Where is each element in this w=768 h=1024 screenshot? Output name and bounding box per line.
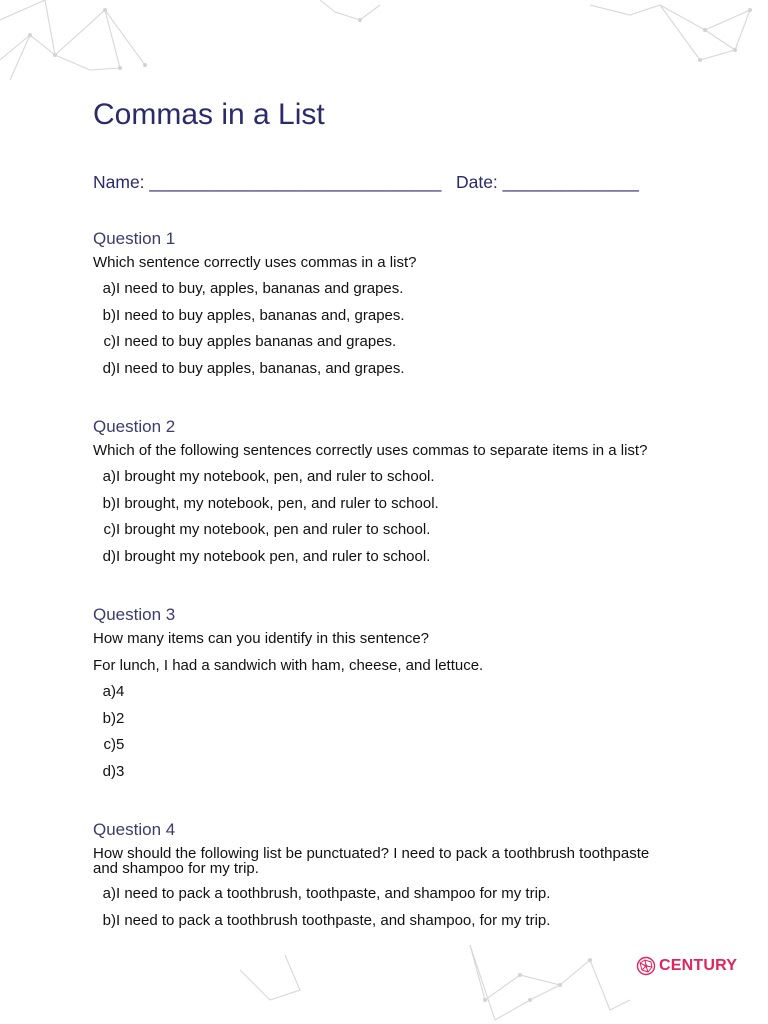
answer-option-d	[93, 764, 693, 780]
decorative-network-top-right	[590, 0, 768, 70]
option-text: I need to buy apples, bananas and, grapes.	[116, 306, 405, 324]
option-text: 4	[116, 683, 125, 700]
option-text: I need to pack a toothbrush toothpaste, and shampoo, for my trip.	[116, 911, 551, 929]
answer-option-a	[93, 684, 693, 700]
option-text: 5	[116, 736, 125, 753]
question-2	[93, 415, 693, 575]
answer-options	[93, 684, 693, 780]
answer-option-a	[93, 469, 693, 485]
answer-option-a	[93, 886, 693, 902]
question-1	[93, 227, 693, 387]
option-text: I need to buy apples, bananas, and grapes.	[116, 359, 405, 377]
option-text: I brought, my notebook, pen, and ruler to school.	[116, 494, 439, 512]
option-letter: d)	[102, 547, 116, 565]
answer-options	[93, 281, 693, 377]
option-text: 2	[116, 709, 125, 727]
question-text: Which sentence correctly uses commas in a list?	[93, 254, 417, 271]
question-text: How should the following list be punctuated? I need to pack a toothbrush toothpaste and shampoo for my trip.	[93, 845, 650, 877]
option-letter: b)	[102, 306, 116, 324]
decorative-network-bottom	[230, 940, 640, 1024]
answer-option-d	[93, 361, 693, 377]
answer-option-b	[93, 711, 693, 727]
option-letter: b)	[102, 709, 116, 727]
option-letter: a)	[102, 885, 116, 902]
question-heading: Question 4	[93, 820, 176, 839]
option-letter: b)	[102, 494, 116, 512]
worksheet-title: Commas in a List	[93, 98, 325, 131]
option-letter: c)	[103, 333, 116, 350]
question-heading: Question 3	[93, 605, 176, 624]
question-3	[93, 603, 693, 790]
logo-wordmark: CENTURY	[659, 957, 738, 974]
answer-option-b	[93, 308, 693, 324]
answer-option-d	[93, 549, 693, 565]
question-text: How many items can you identify in this sentence?	[93, 630, 429, 647]
option-letter: a)	[102, 280, 116, 297]
decorative-network-top-center	[310, 0, 390, 30]
question-4	[93, 818, 693, 939]
option-letter: c)	[103, 736, 116, 753]
decorative-network-top-left	[0, 0, 160, 90]
answer-option-c	[93, 522, 693, 538]
option-text: I need to buy apples bananas and grapes.	[116, 333, 397, 350]
option-text: I need to buy, apples, bananas and grapes.	[116, 280, 404, 297]
question-heading: Question 1	[93, 229, 176, 248]
answer-option-b	[93, 496, 693, 512]
century-logo	[636, 956, 737, 976]
option-letter: c)	[103, 521, 116, 538]
century-brain-logo-icon	[636, 956, 656, 976]
question-example-sentence: For lunch, I had a sandwich with ham, cheese, and lettuce.	[93, 657, 484, 674]
option-text: I brought my notebook pen, and ruler to school.	[116, 547, 431, 565]
option-letter: b)	[102, 911, 116, 929]
answer-option-b	[93, 913, 693, 929]
option-text: I need to pack a toothbrush, toothpaste, and shampoo for my trip.	[116, 885, 551, 902]
question-heading: Question 2	[93, 417, 176, 436]
answer-options	[93, 469, 693, 565]
option-letter: a)	[102, 683, 116, 700]
option-letter: d)	[102, 359, 116, 377]
answer-option-c	[93, 334, 693, 350]
answer-options	[93, 886, 693, 929]
question-text: Which of the following sentences correctly uses commas to separate items in a list?	[93, 442, 648, 459]
option-text: 3	[116, 762, 125, 780]
option-text: I brought my notebook, pen and ruler to school.	[116, 521, 431, 538]
option-letter: d)	[102, 762, 116, 780]
answer-option-c	[93, 737, 693, 753]
name-date-line: Name: ______________________________ Date: ______________	[93, 172, 639, 192]
option-letter: a)	[102, 468, 116, 485]
answer-option-a	[93, 281, 693, 297]
option-text: I brought my notebook, pen, and ruler to school.	[116, 468, 435, 485]
